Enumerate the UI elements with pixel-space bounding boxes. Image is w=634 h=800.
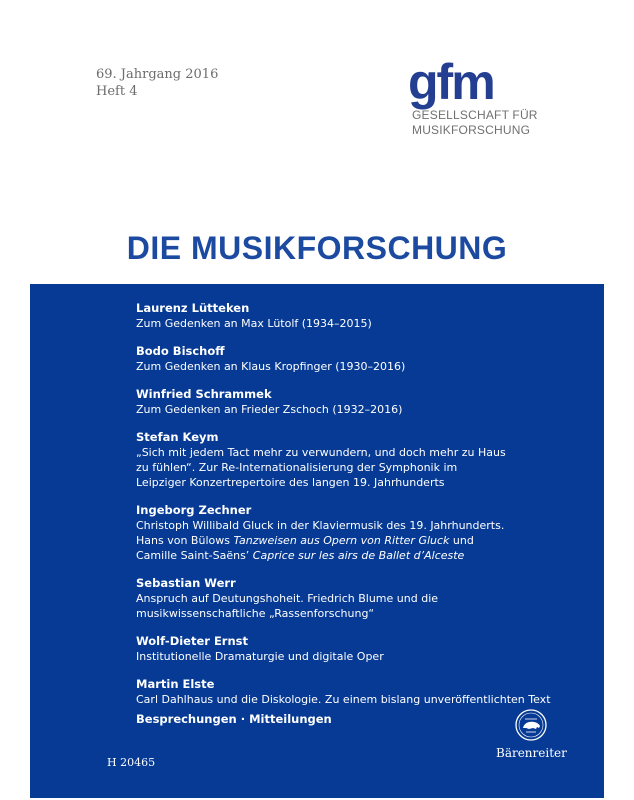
article-entry xyxy=(136,301,586,331)
article-entry xyxy=(136,344,586,374)
article-title-text: Camille Saint-Saëns’ xyxy=(136,549,253,562)
publisher-name: Bärenreiter xyxy=(496,746,567,760)
gfm-logo xyxy=(408,56,578,138)
article-author: Bodo Bischoff xyxy=(136,344,225,358)
issue-line: Heft 4 xyxy=(96,84,138,99)
article-title-text: Hans von Bülows xyxy=(136,534,234,547)
article-title-italic: Caprice sur les airs de Ballet d’Alceste xyxy=(252,549,465,562)
article-entry xyxy=(136,576,586,621)
gfm-logo-name-line1: GESELLSCHAFT FÜR xyxy=(412,108,538,122)
article-author: Martin Elste xyxy=(136,677,215,691)
article-title-line: Christoph Willibald Gluck in der Klaviermusik des 19. Jahrhunderts. xyxy=(136,519,505,532)
issue-info xyxy=(96,66,218,100)
article-entry xyxy=(136,430,586,490)
article-title-line: Anspruch auf Deutungshoheit. Friedrich Blume und die xyxy=(136,592,439,605)
journal-cover xyxy=(30,42,604,798)
article-author: Ingeborg Zechner xyxy=(136,503,252,517)
article-title-line: zu fühlen“. Zur Re-Internationalisierung der Symphonik im xyxy=(136,461,458,474)
article-entry xyxy=(136,503,586,563)
article-title-text: und xyxy=(449,534,474,547)
article-list xyxy=(136,301,586,720)
article-title: Zum Gedenken an Max Lütolf (1934–2015) xyxy=(136,317,372,330)
article-title-line xyxy=(136,533,586,548)
article-title-line: musikwissenschaftliche „Rassenforschung“ xyxy=(136,607,375,620)
article-title-line: „Sich mit jedem Tact mehr zu verwundern, und doch mehr zu Haus xyxy=(136,446,506,459)
article-title-line: Leipziger Konzertrepertoire des langen 19. Jahrhunderts xyxy=(136,476,445,489)
publisher-logo xyxy=(496,708,566,760)
baerenreiter-bear-seal-icon xyxy=(514,708,548,742)
article-entry xyxy=(136,387,586,417)
volume-line: 69. Jahrgang 2016 xyxy=(96,67,219,82)
gfm-logo-mark: gfm xyxy=(408,54,494,110)
article-entry xyxy=(136,634,586,664)
issn-code: H 20465 xyxy=(107,756,156,769)
article-author: Wolf-Dieter Ernst xyxy=(136,634,249,648)
article-entry xyxy=(136,677,586,707)
article-author: Stefan Keym xyxy=(136,430,219,444)
gfm-logo-name-line2: MUSIKFORSCHUNG xyxy=(412,123,531,137)
journal-title: DIE MUSIKFORSCHUNG xyxy=(126,230,508,266)
article-title-italic: Tanzweisen aus Opern von Ritter Gluck xyxy=(233,534,450,547)
article-title-line xyxy=(136,548,586,563)
article-title: Zum Gedenken an Frieder Zschoch (1932–2016) xyxy=(136,403,403,416)
article-title: Zum Gedenken an Klaus Kropfinger (1930–2016) xyxy=(136,360,406,373)
article-title: Institutionelle Dramaturgie und digitale Oper xyxy=(136,650,384,663)
contents-panel xyxy=(30,284,604,798)
reviews-and-notices: Besprechungen · Mitteilungen xyxy=(136,712,332,726)
article-author: Sebastian Werr xyxy=(136,576,236,590)
article-author: Laurenz Lütteken xyxy=(136,301,250,315)
article-author: Winfried Schrammek xyxy=(136,387,272,401)
article-title: Carl Dahlhaus und die Diskologie. Zu einem bislang unveröffentlichten Text xyxy=(136,693,551,706)
